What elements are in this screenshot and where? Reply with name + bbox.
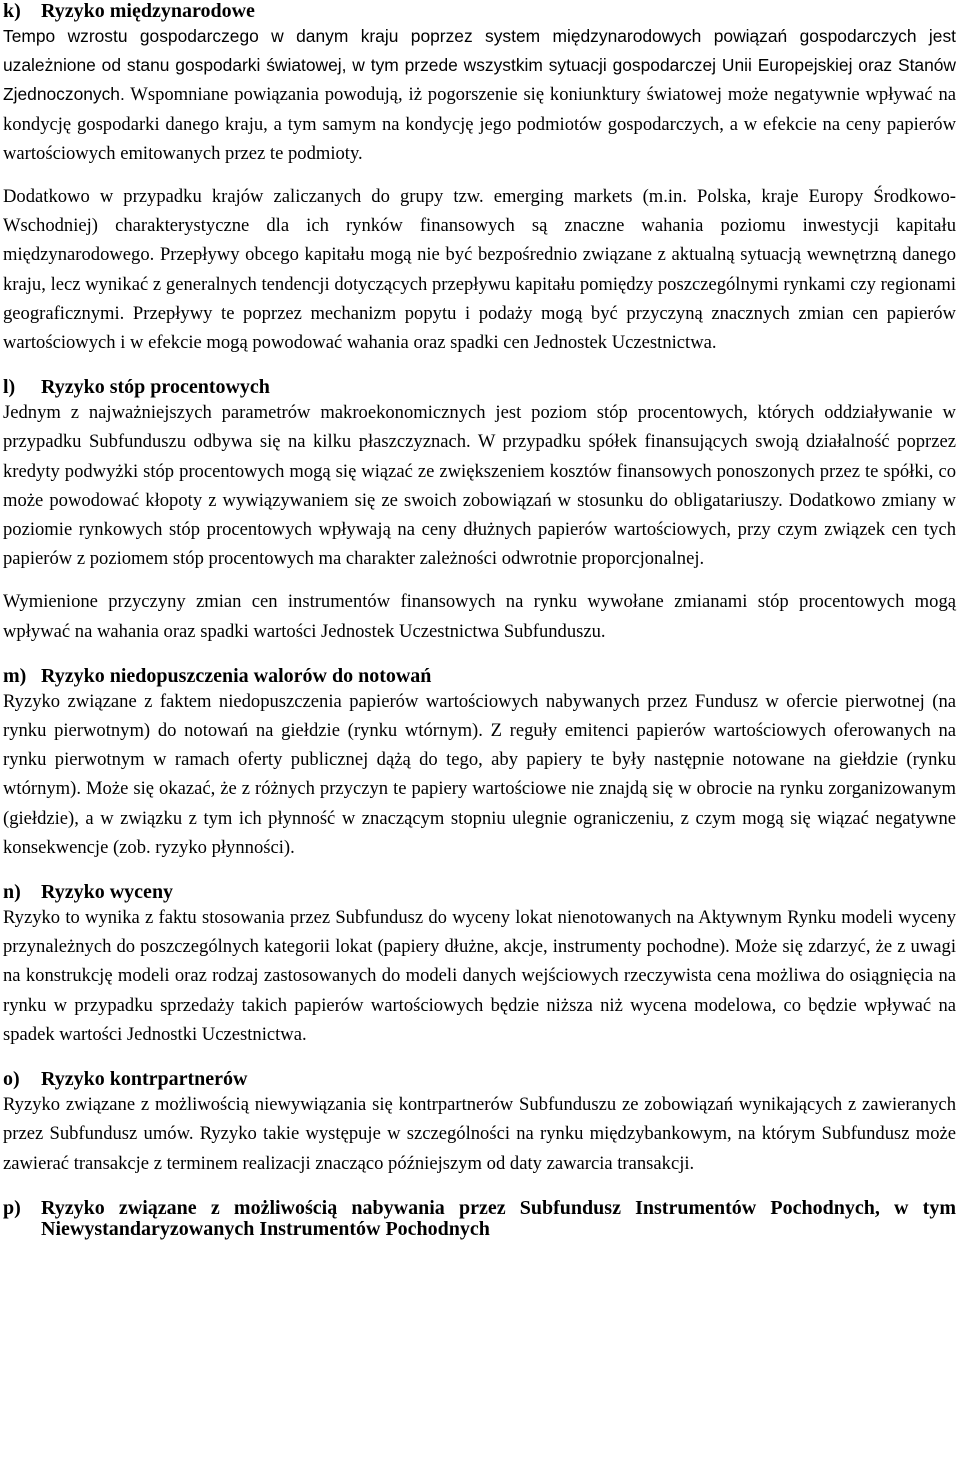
section-k-paragraph-2: [3, 182, 956, 357]
section-l-heading: [3, 377, 956, 398]
section-o-title: Ryzyko kontrpartnerów: [41, 1068, 248, 1091]
section-m-letter: m): [3, 664, 27, 687]
section-n-letter: n): [3, 881, 21, 904]
section-k-heading: [3, 1, 956, 22]
section-k-paragraph-1: [3, 22, 956, 168]
section-n-heading: [3, 882, 956, 903]
section-l-title: Ryzyko stóp procentowych: [41, 376, 270, 399]
section-l-paragraph-2: Wymienione przyczyny zmian cen instrumentów finansowych na rynku wywołane zmianami stóp procentowych mogą wpływać na wahania oraz spadki wartości Jednostek Uczestnictwa Subfunduszu.: [3, 591, 956, 642]
section-m-heading: [3, 666, 956, 687]
section-p-title: Ryzyko związane z możliwością nabywania przez Subfundusz Instrumentów Pochodnych, w tym Niewystandaryzowanych Instrumentów Pochodnych: [41, 1196, 956, 1240]
section-n-paragraph-1: Ryzyko to wynika z faktu stosowania przez Subfundusz do wyceny lokat nienotowanych na Aktywnym Rynku modeli wyceny przynależnych do poszczególnych kategorii lokat (papiery dłużne, akcje, instrumenty pochodne). Może się zdarzyć, że z uwagi na konstrukcję modeli oraz rodzaj zastosowanych do modeli danych wejściowych rzeczywista cena możliwa do osiągnięcia na rynku w przypadku sprzedaży takich papierów wartościowych będzie niższa niż wycena modelowa, co będzie wpływać na spadek wartości Jednostki Uczestnictwa.: [3, 907, 956, 1045]
section-p-heading: [3, 1198, 956, 1240]
section-k-paragraph-2-part-a: Dodatkowo w przypadku krajów zaliczanych do grupy tzw. emerging markets (m.in. Polska, kraje Europy Środkowo-Wschodniej) charakterystyczne dla ich rynków finansowych są znaczne wahania poziomu inwestycji kapitału międzynarodowego.: [3, 186, 956, 266]
section-o-letter: o): [3, 1068, 20, 1091]
section-o-heading: [3, 1069, 956, 1090]
section-k-letter: k): [3, 0, 21, 22]
section-m-title: Ryzyko niedopuszczenia walorów do notowań: [41, 664, 432, 687]
section-o-paragraph-1: Ryzyko związane z możliwością niewywiązania się kontrpartnerów Subfunduszu ze zobowiązań wynikających z zawieranych przez Subfundusz umów. Ryzyko takie występuje w szczególności na rynku międzybankowym, na którym Subfundusz może zawierać transakcje z terminem realizacji znacząco późniejszym od daty zawarcia transakcji.: [3, 1094, 956, 1174]
section-l-letter: l): [3, 376, 16, 399]
section-k-paragraph-1-part-a: Tempo wzrostu gospodarczego w danym kraju poprzez system międzynarodowych powiązań gospodarczych jest uzależnione od stanu gospodarki światowej, w tym przede wszystkim sytuacji gospodarczej Unii Europejskiej oraz Stanów Zjednoczonych.: [3, 26, 956, 105]
section-l-paragraph-1: Jednym z najważniejszych parametrów makroekonomicznych jest poziom stóp procentowych, których oddziaływanie w przypadku Subfunduszu odbywa się na kilku płaszczyznach. W przypadku spółek finansujących swoją działalność poprzez kredyty podwyżki stóp procentowych mogą się wiązać ze zwiększeniem kosztów finansowych ponoszonych przez te spółki, co może powodować kłopoty z wywiązywaniem się ze swoich zobowiązań w stosunku do obligatariuszy. Dodatkowo zmiany w poziomie rynkowych stóp procentowych wpływają na ceny dłużnych papierów wartościowych, przy czym związek cen tych papierów z poziomem stóp procentowych ma charakter zależności odwrotnie proporcjonalnej.: [3, 402, 956, 570]
section-k-title: Ryzyko międzynarodowe: [41, 0, 255, 22]
section-k-paragraph-2-part-b: Przepływy obcego kapitału mogą nie być bezpośrednio związane z aktualną sytuacją wewnętrzną danego kraju, lecz wynikać z generalnych tendencji dotyczących przepływu kapitału pomiędzy poszczególnymi rynkami czy regionami geograficznymi. Przepływy te poprzez mechanizm popytu i podaży mogą być przyczyną znacznych zmian cen papierów wartościowych i w efekcie mogą powodować wahania oraz spadki cen Jednostek Uczestnictwa.: [3, 244, 956, 354]
section-k-paragraph-1-part-b: Wspomniane powiązania powodują, iż pogorszenie się koniunktury światowej może negatywnie wpływać na kondycję gospodarki danego kraju, a tym samym na kondycję jego podmiotów gospodarczych, a w efekcie na ceny papierów wartościowych emitowanych przez te podmioty.: [3, 84, 956, 164]
section-m-paragraph-1: Ryzyko związane z faktem niedopuszczenia papierów wartościowych nabywanych przez Fundusz w ofercie pierwotnej (na rynku pierwotnym) do notowań na giełdzie (rynku wtórnym). Z reguły emitenci papierów wartościowych oferowanych na rynku pierwotnym w ramach oferty publicznej dążą do tego, aby papiery te były następnie notowane na giełdzie (rynku wtórnym). Może się okazać, że z różnych przyczyn te papiery wartościowe nie znajdą się w obrocie na rynku zorganizowanym (giełdzie), a w związku z tym ich płynność w znaczącym stopniu ulegnie ograniczeniu, z czym mogą się wiązać negatywne konsekwencje (zob. ryzyko płynności).: [3, 690, 956, 858]
section-n-title: Ryzyko wyceny: [41, 881, 174, 904]
section-p-letter: p): [3, 1196, 21, 1219]
